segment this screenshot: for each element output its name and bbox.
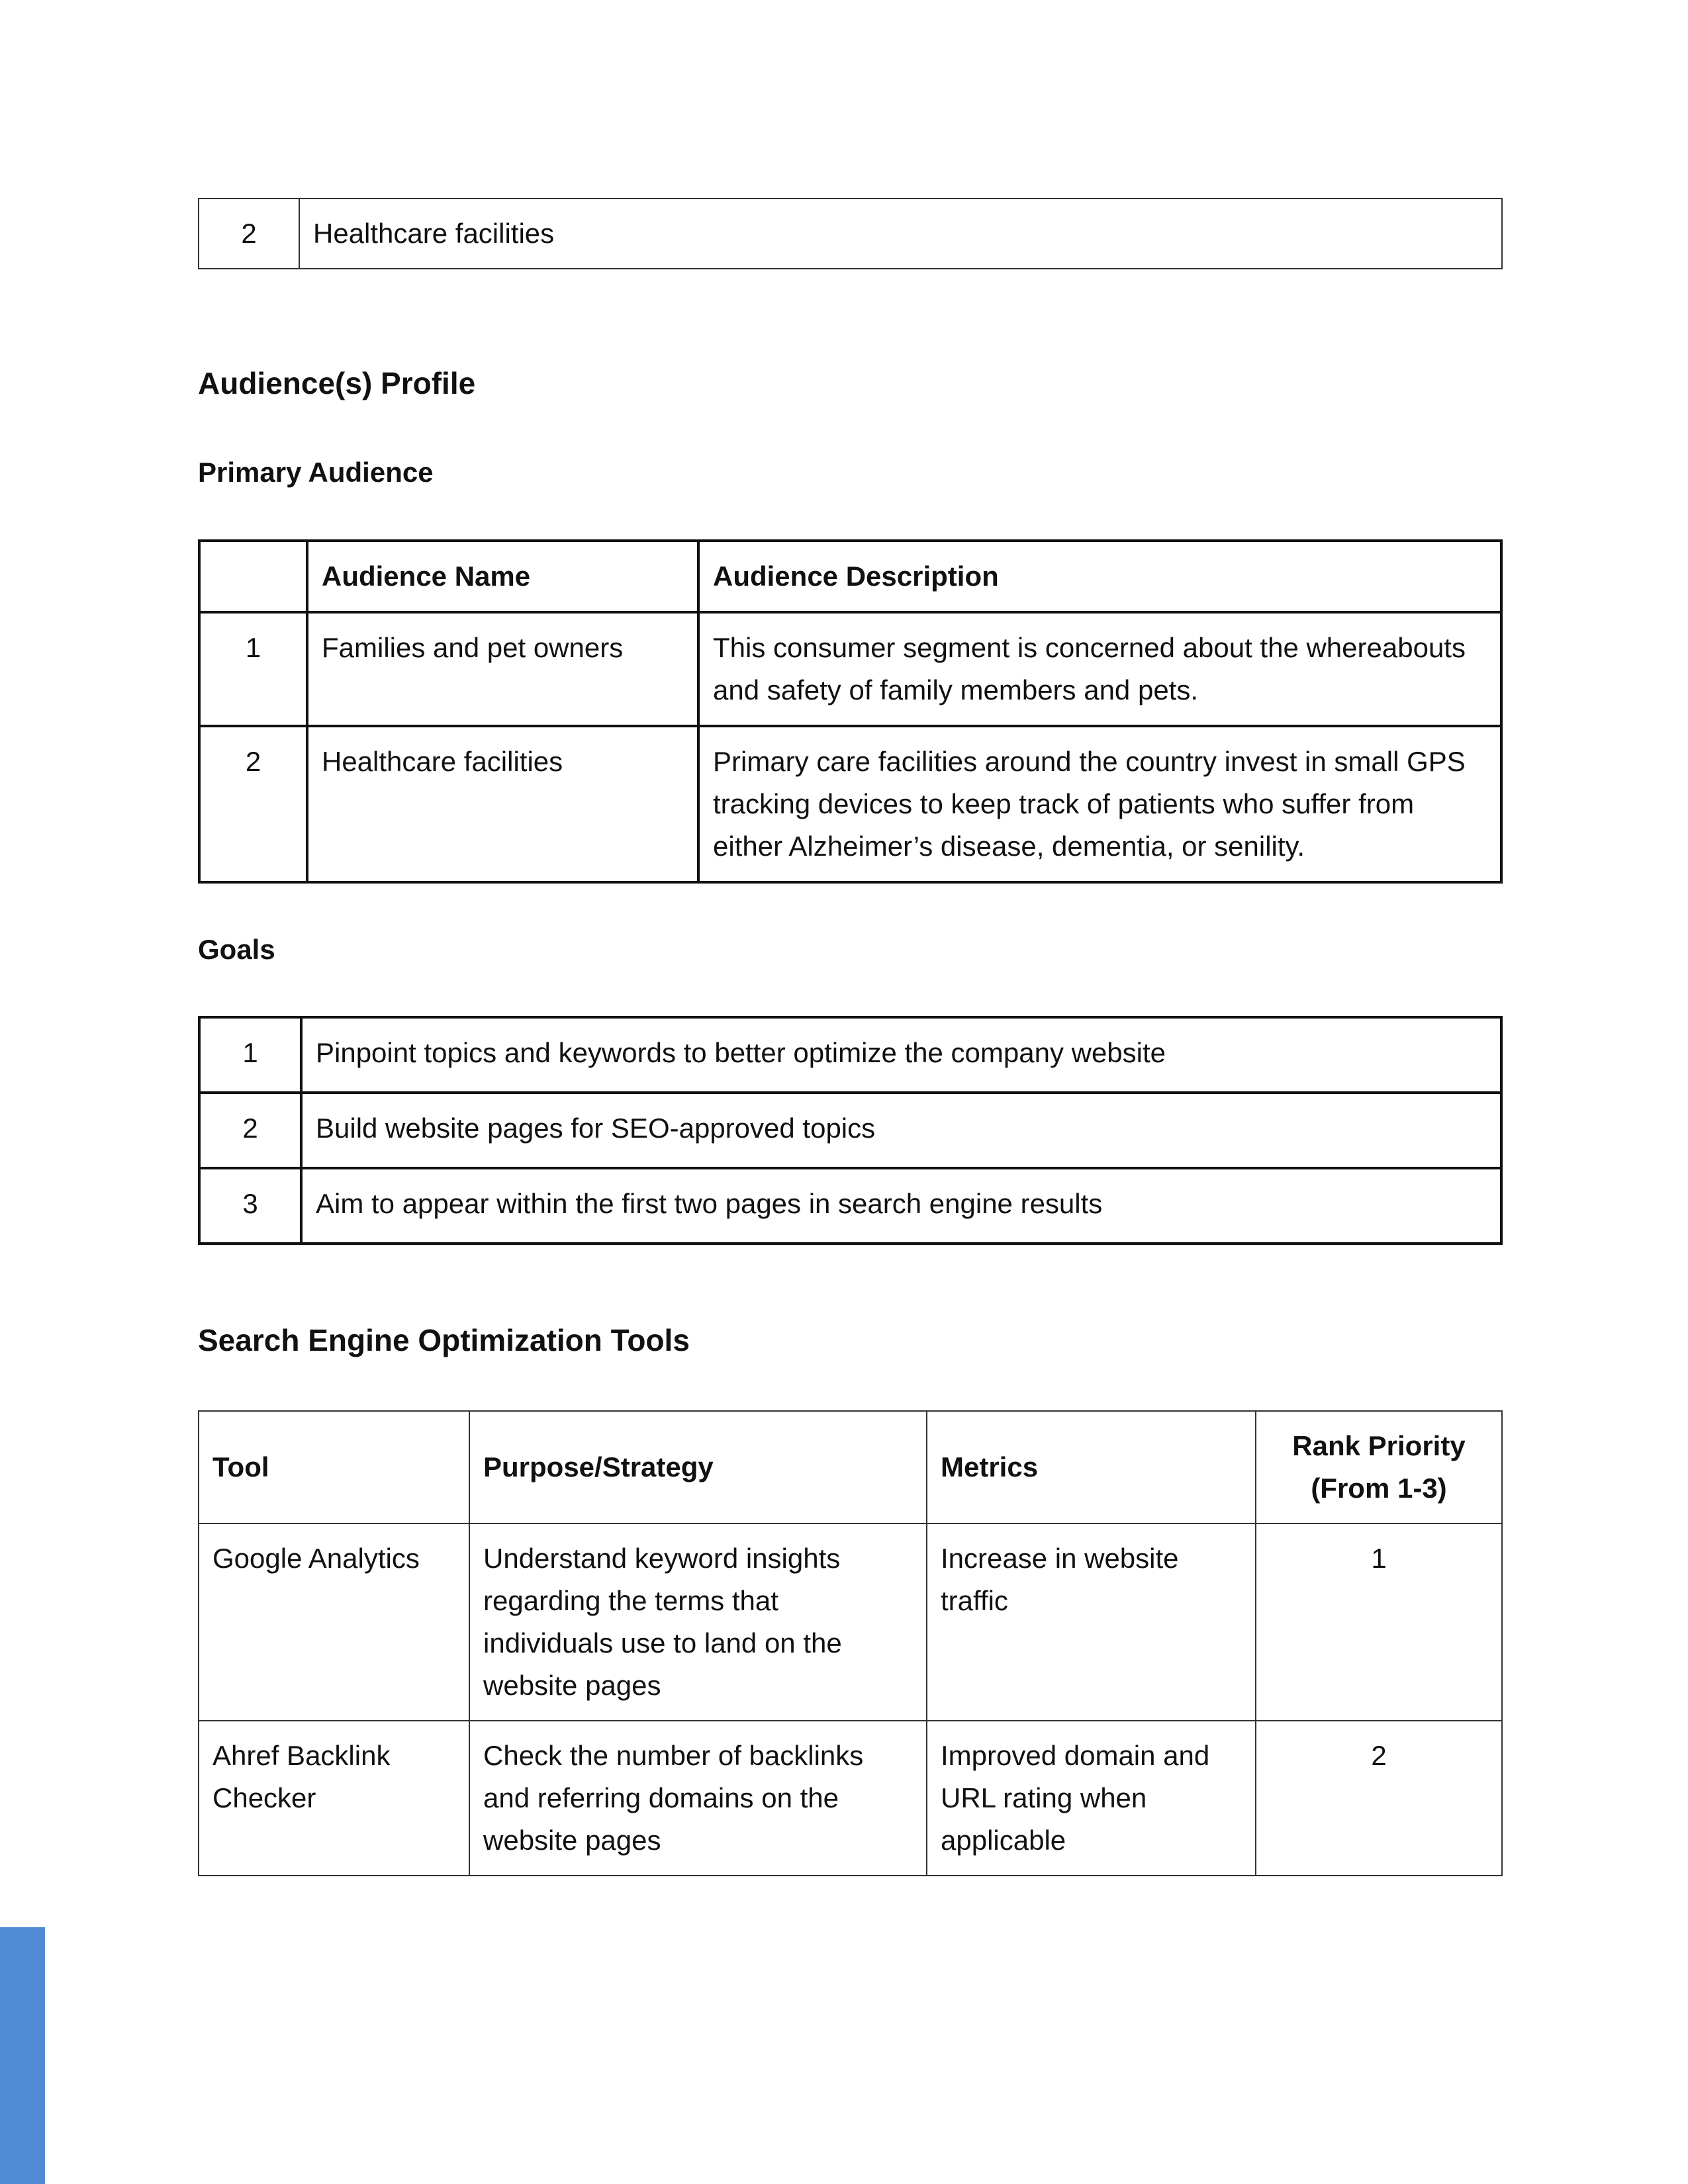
tool-metrics: Increase in website traffic: [927, 1524, 1256, 1721]
column-header-purpose: Purpose/Strategy: [469, 1411, 927, 1524]
goal-number: 2: [199, 1093, 301, 1168]
audience-description: Primary care facilities around the country invest in small GPS tracking devices to keep track of patients who suffer from either Alzheimer’s disease, dementia, or senility.: [698, 726, 1501, 882]
row-text: Healthcare facilities: [299, 199, 1502, 269]
column-header-tool: Tool: [199, 1411, 469, 1524]
goal-number: 3: [199, 1168, 301, 1244]
tool-rank: 1: [1256, 1524, 1502, 1721]
table-row: [199, 1017, 1501, 1093]
table-row: [199, 1721, 1502, 1876]
table-row: [199, 612, 1501, 726]
continued-table: [198, 198, 1503, 269]
table-row: [199, 1093, 1501, 1168]
audience-name: Healthcare facilities: [307, 726, 698, 882]
tool-name: Google Analytics: [199, 1524, 469, 1721]
tool-rank: 2: [1256, 1721, 1502, 1876]
column-header-audience-name: Audience Name: [307, 541, 698, 612]
row-number: 1: [199, 612, 307, 726]
column-header-audience-description: Audience Description: [698, 541, 1501, 612]
tool-purpose: Understand keyword insights regarding the terms that individuals use to land on the website pages: [469, 1524, 927, 1721]
tool-name: Ahref Backlink Checker: [199, 1721, 469, 1876]
tool-purpose: Check the number of backlinks and referring domains on the website pages: [469, 1721, 927, 1876]
goal-text: Aim to appear within the first two pages in search engine results: [301, 1168, 1501, 1244]
audience-name: Families and pet owners: [307, 612, 698, 726]
goal-number: 1: [199, 1017, 301, 1093]
table-header-row: [199, 541, 1501, 612]
audience-description: This consumer segment is concerned about the whereabouts and safety of family members and pets.: [698, 612, 1501, 726]
column-header-rank-priority: Rank Priority (From 1-3): [1256, 1411, 1502, 1524]
goal-text: Pinpoint topics and keywords to better optimize the company website: [301, 1017, 1501, 1093]
primary-audience-table: [198, 539, 1503, 884]
table-header-row: [199, 1411, 1502, 1524]
decorative-side-bar: [0, 1927, 45, 2184]
table-row: [199, 1168, 1501, 1244]
table-row: [199, 199, 1502, 269]
row-number: 2: [199, 726, 307, 882]
tool-metrics: Improved domain and URL rating when applicable: [927, 1721, 1256, 1876]
subsection-title-primary-audience: Primary Audience: [198, 457, 434, 488]
row-number: 2: [199, 199, 299, 269]
goal-text: Build website pages for SEO-approved topics: [301, 1093, 1501, 1168]
column-header-number: [199, 541, 307, 612]
section-title-audience-profile: Audience(s) Profile: [198, 366, 476, 400]
goals-table: [198, 1016, 1503, 1245]
table-row: [199, 726, 1501, 882]
table-row: [199, 1524, 1502, 1721]
subsection-title-goals: Goals: [198, 934, 275, 965]
seo-tools-table: [198, 1410, 1503, 1876]
column-header-metrics: Metrics: [927, 1411, 1256, 1524]
section-title-seo-tools: Search Engine Optimization Tools: [198, 1323, 690, 1357]
